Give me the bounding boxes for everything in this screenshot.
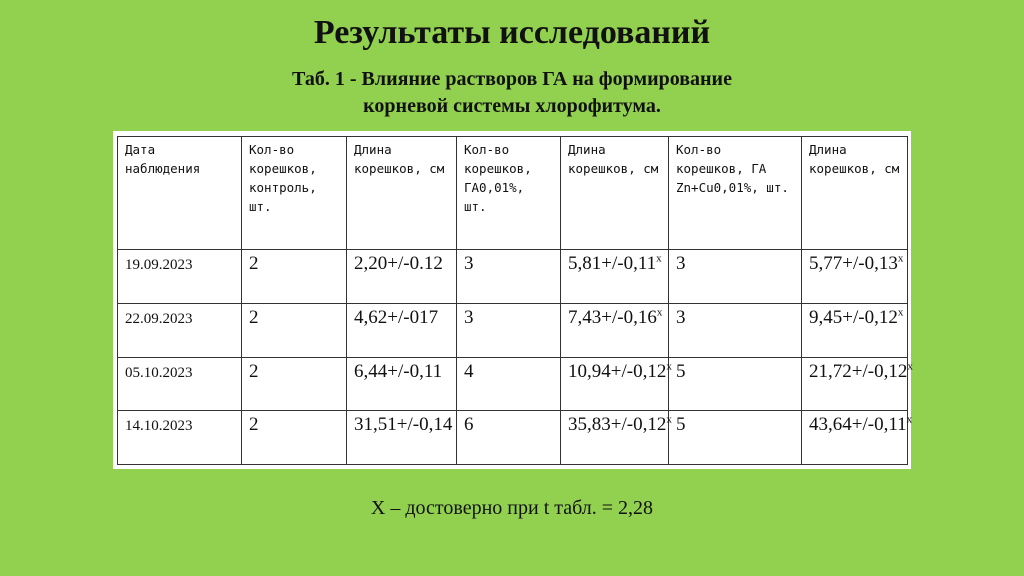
- cell-length-ga: [561, 250, 669, 304]
- header-length-ga: Длина корешков, см: [561, 137, 669, 250]
- significance-footnote: X – достоверно при t табл. = 2,28: [370, 497, 654, 519]
- cell-value: 43,64+/-0,11: [809, 414, 907, 436]
- cell-value: 7,43+/-0,16: [568, 306, 657, 328]
- cell-value: 21,72+/-0,12: [809, 360, 908, 382]
- results-table-container: [113, 131, 911, 469]
- cell-value: 5,81+/-0,11: [568, 253, 657, 274]
- cell-length-ga-zncu: [802, 303, 908, 357]
- cell-date: 19.09.2023: [118, 250, 242, 304]
- cell-count-control: 2: [242, 411, 347, 465]
- significance-mark: x: [897, 306, 904, 319]
- table-caption: [212, 66, 812, 120]
- cell-count-ga-zncu: 5: [669, 357, 802, 411]
- significance-mark: x: [666, 360, 672, 373]
- cell-count-control: 2: [242, 250, 347, 304]
- table-header-row: [118, 137, 908, 250]
- table-row: [118, 357, 908, 411]
- cell-length-ga: [561, 303, 669, 357]
- cell-count-ga: 3: [457, 303, 561, 357]
- cell-count-ga-zncu: 5: [669, 411, 802, 465]
- cell-date: 22.09.2023: [118, 303, 242, 357]
- cell-length-control: 4,62+/-017: [347, 303, 457, 357]
- cell-value: 9,45+/-0,12: [809, 306, 898, 328]
- significance-mark: x: [656, 252, 662, 265]
- table-caption-line-2: корневой системы хлорофитума.: [363, 95, 661, 117]
- header-count-control: Кол-во корешков, контроль, шт.: [242, 137, 347, 250]
- cell-count-ga: 3: [457, 250, 561, 304]
- cell-count-ga: 6: [457, 411, 561, 465]
- header-count-ga: Кол-во корешков, ГА0,01%, шт.: [457, 137, 561, 250]
- cell-length-ga-zncu: [802, 357, 913, 411]
- cell-length-ga-zncu: [802, 411, 913, 465]
- header-count-ga-zncu: Кол-во корешков, ГА Zn+Cu0,01%, шт.: [669, 137, 802, 250]
- table-row: [118, 411, 908, 465]
- cell-date: 14.10.2023: [118, 411, 242, 465]
- cell-length-control: 2,20+/-0.12: [347, 250, 457, 304]
- header-length-ga-zncu: Длина корешков, см: [802, 137, 908, 250]
- cell-count-control: 2: [242, 357, 347, 411]
- cell-length-control: 6,44+/-0,11: [347, 357, 457, 411]
- header-date: Дата наблюдения: [118, 137, 242, 250]
- cell-length-ga-zncu: [802, 250, 908, 304]
- cell-count-ga: 4: [457, 357, 561, 411]
- cell-length-ga: [561, 357, 672, 411]
- significance-mark: x: [897, 252, 904, 265]
- cell-count-ga-zncu: 3: [669, 250, 802, 304]
- significance-mark: x: [907, 360, 913, 373]
- cell-value: 35,83+/-0,12: [568, 414, 667, 436]
- cell-count-ga-zncu: 3: [669, 303, 802, 357]
- cell-date: 05.10.2023: [118, 357, 242, 411]
- slide-title: Результаты исследований: [313, 14, 711, 51]
- cell-length-control: 31,51+/-0,14: [347, 411, 457, 465]
- table-row: [118, 250, 908, 304]
- cell-value: 5,77+/-0,13: [809, 253, 898, 274]
- significance-mark: x: [666, 413, 672, 426]
- table-caption-line-1: Таб. 1 - Влияние растворов ГА на формирование: [292, 68, 732, 90]
- header-length-control: Длина корешков, см: [347, 137, 457, 250]
- cell-value: 10,94+/-0,12: [568, 360, 667, 382]
- cell-length-ga: [561, 411, 672, 465]
- results-table: [117, 136, 913, 465]
- significance-mark: x: [906, 413, 913, 426]
- cell-count-control: 2: [242, 303, 347, 357]
- significance-mark: x: [656, 306, 663, 319]
- table-row: [118, 303, 908, 357]
